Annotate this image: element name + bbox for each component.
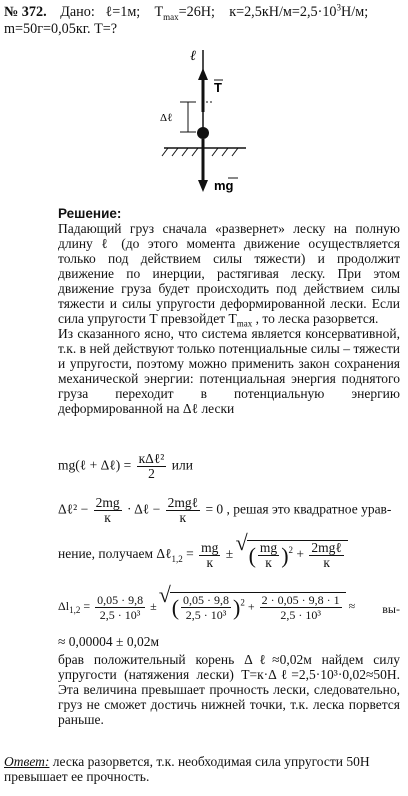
mass-ball bbox=[197, 127, 209, 139]
equation-result: ≈ 0,00004 ± 0,02м bbox=[58, 634, 159, 649]
label-T: T bbox=[214, 80, 222, 95]
equation-roots: нение, получаем Δℓ$_{1,2}$ = $\frac{mg}{к}$ ± √ ( $\frac{mg}{к}$ )$^2$ + $\frac{\text{2mgℓ}}{к}$ bbox=[58, 540, 400, 570]
equation-quadratic: Δℓ² − $\frac{2mg}{к}$ · Δℓ − $\frac{\text{2mgℓ}}{к}$ = 0 , решая это квадратное урав- bbox=[58, 495, 392, 525]
gravity-arrow bbox=[198, 139, 208, 192]
label-delta-l: Δℓ bbox=[160, 112, 173, 124]
delta-l-bracket bbox=[180, 102, 212, 132]
problem-number: № 372. bbox=[4, 4, 47, 20]
label-l: ℓ bbox=[190, 49, 196, 64]
equation-energy: mg(ℓ + Δℓ) = $\frac{\text{кΔℓ²}}{2}$ или bbox=[58, 451, 193, 481]
answer bbox=[4, 754, 400, 784]
given-label: Дано: bbox=[60, 4, 95, 20]
solution-paragraph-1: Падающий груз сначала «развернет» леску на полную длину ℓ (до этого момента движение осуществляется только под действием силы тяжести) и продолжит движение по инерции, растягивая леску. При этом движение груза будет происходить под действием силы тяжести и силы упругости деформированной лески. Если сила упругости T превзойдет $T_{max}$ , то леска разорвется. bbox=[58, 221, 400, 329]
solution-heading: Решение: bbox=[58, 206, 122, 221]
answer-text: леска разорвется, т.к. необходимая сила упругости 50Н превышает ее прочность. bbox=[4, 754, 370, 784]
physics-figure bbox=[150, 40, 280, 200]
given-length: ℓ=1м; bbox=[105, 4, 141, 20]
problem-header bbox=[4, 4, 404, 38]
solution-paragraph-2: Из сказанного ясно, что система является консервативной, т.к. в ней действуют только потенциальные силы – тяжести и упругости, поэтому можно применить закон сохранения механической энергии: потенциальная энергия поднятого груза переходит в потенциальную энергию деформированной на Δℓ лески bbox=[58, 326, 400, 416]
given-tmax: $T_{max}=26Н$; bbox=[154, 4, 215, 22]
given-stiffness: $к=2,5кН/м=2,5\cdot 10^3Н/м$; bbox=[229, 2, 369, 20]
tension-arrow bbox=[198, 68, 208, 112]
given-mass: m=50г=0,05кг. T=? bbox=[4, 21, 118, 37]
label-mg: mg bbox=[214, 178, 234, 193]
solution-paragraph-3: брав положительный корень Δℓ≈0,02м найдем силу упругости (натяжения лески) T=к·Δℓ=2,5·10³·0,02≈50Н. Эта величина превышает прочность лески, следовательно, груз не сможет достичь нижней точки, т.к. леска порвется раньше. bbox=[58, 652, 400, 727]
answer-label: Ответ: bbox=[4, 754, 50, 769]
solution-text bbox=[58, 206, 400, 416]
equation-numeric: $\Delta l_{1,2}$ = $\frac{0,05 \cdot 9,8}{\text{2,5 · 10³}}$ ± √ ( $\frac{0,05 \cdot 9,8}{\text{2,5 · 10³}}$ )$^2$ + $\frac{2 \cdot 0,05 \cdot 9,8 \cdot 1}{\text{2,5 · 10³}}$ ≈ вы- bbox=[58, 592, 400, 622]
